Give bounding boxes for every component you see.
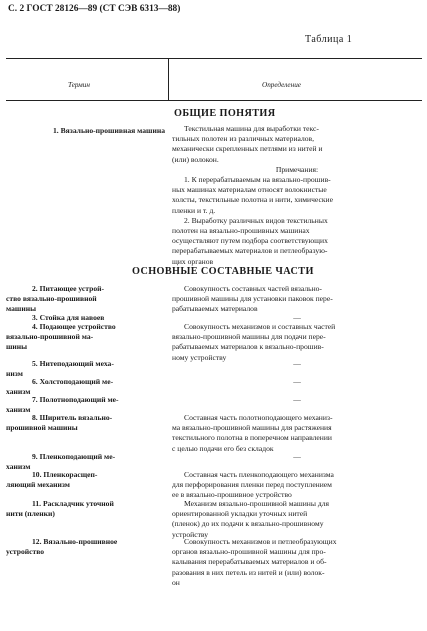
note-line: ных машинах материалам относят волокнистые: [172, 185, 327, 195]
term-2: [6, 284, 162, 314]
term-line: 4. Подающее устройство: [32, 322, 116, 331]
def-line: устройству: [172, 529, 209, 539]
term-line: машины: [6, 304, 37, 313]
definition-6: [172, 377, 422, 387]
term-9: [6, 452, 162, 472]
term-11: [6, 499, 162, 519]
note-line: холсты, текстильные полотна и нити, химические: [172, 195, 333, 205]
note-line: щих органов: [172, 256, 214, 266]
definition-2: [172, 284, 422, 315]
def-line: Составная часть пленкоподающего механизма: [184, 470, 334, 479]
term-1: [40, 126, 165, 136]
def-line: ориентированной укладки уточных нитей: [172, 509, 308, 519]
definition-1: [172, 124, 422, 267]
def-line: прошивной машины для установки паковок пере-: [172, 294, 333, 304]
term-line: ство вязально-прошивной: [6, 294, 97, 303]
def-line: рабатываемых материалов к вязально-прошив-: [172, 342, 324, 352]
note-line: 2. Выработку различных видов текстильных: [184, 215, 328, 225]
term-line: вязально-прошивной ма-: [6, 332, 94, 341]
definition-8: [172, 413, 422, 454]
note-line: пленки и т. д.: [172, 205, 216, 215]
note-line: осуществляют путем подбора соответствующих: [172, 236, 328, 246]
def-line: ма вязально-прошивной машины для растяжения: [172, 423, 332, 433]
term-1-text: 1. Вязально-прошивная машина: [53, 126, 165, 135]
term-line: 2. Питающее устрой-: [32, 284, 105, 293]
note-line: полотен на вязально-прошивных машинах: [172, 226, 310, 236]
def-line: Механизм вязально-прошивной машины для: [184, 499, 329, 508]
def-line: ному устройству: [172, 352, 227, 362]
term-line: 11. Раскладчик уточной: [32, 499, 114, 508]
term-line: прошивной машины: [6, 423, 78, 432]
def-line: Совокупность составных частей вязально-: [184, 284, 322, 293]
term-12: [6, 537, 162, 557]
term-line: 3. Стойка для навоев: [32, 313, 105, 322]
term-line: нити (пленки): [6, 509, 55, 518]
term-5: [6, 359, 162, 379]
dash-placeholder: —: [293, 452, 301, 461]
term-7: [6, 395, 162, 415]
term-line: 9. Пленкоподающий ме-: [32, 452, 116, 461]
def-line: Составная часть полотноподающего механиз-: [184, 413, 333, 422]
term-line: ляющий механизм: [6, 480, 70, 489]
term-line: ханизм: [6, 387, 31, 396]
section-title-general: ОБЩИЕ ПОНЯТИЯ: [174, 108, 276, 119]
def-line: Совокупность механизмов и петлеобразующих: [184, 537, 337, 546]
term-line: шины: [6, 342, 28, 351]
column-head-term: Термин: [68, 81, 90, 89]
def-line: вязально-прошивной машины для подачи пере-: [172, 332, 326, 342]
dash-placeholder: —: [293, 395, 301, 404]
term-4: [6, 322, 162, 352]
dash-placeholder: —: [293, 359, 301, 368]
term-line: низм: [6, 369, 23, 378]
term-line: устройство: [6, 547, 45, 556]
dash-placeholder: —: [293, 313, 301, 322]
section-title-components: ОСНОВНЫЕ СОСТАВНЫЕ ЧАСТИ: [132, 266, 314, 277]
definition-11: [172, 499, 422, 540]
term-8: [6, 413, 162, 433]
def-line: с целью подачи его без складок: [172, 443, 274, 453]
column-head-definition: Определение: [262, 81, 301, 89]
term-6: [6, 377, 162, 397]
dash-placeholder: —: [293, 377, 301, 386]
page-header: С. 2 ГОСТ 28126—89 (СТ СЭВ 6313—88): [8, 4, 181, 14]
term-line: 10. Пленкорасщеп-: [32, 470, 98, 479]
definition-4: [172, 322, 422, 363]
def-line: для перфорирования пленки перед поступлением: [172, 480, 332, 490]
def-1-line: Текстильная машина для выработки текс-: [184, 124, 319, 133]
def-1-line: (или) волокон.: [172, 154, 219, 164]
term-line: 8. Ширитель вязально-: [32, 413, 113, 422]
notes-title: Примечания:: [275, 164, 319, 174]
def-line: Совокупность механизмов и составных частей: [184, 322, 336, 331]
term-line: 6. Холстоподающий ме-: [32, 377, 114, 386]
def-1-line: механически скрепленных петлями из нитей и: [172, 144, 323, 154]
def-line: ее в вязально-прошивное устройство: [172, 490, 292, 500]
def-line: органов вязально-прошивной машины для про-: [172, 547, 326, 557]
definition-9: [172, 452, 422, 462]
note-line: перерабатываемых материалов и петлеобразую-: [172, 246, 328, 256]
def-line: (пленок) до их подачи к вязально-прошивному: [172, 519, 324, 529]
def-1-line: тильных полотен из различных материалов,: [172, 134, 315, 144]
term-line: 12. Вязально-прошивное: [32, 537, 118, 546]
term-line: 7. Полотноподающий ме-: [32, 395, 119, 404]
term-line: 5. Нитеподающий меха-: [32, 359, 114, 368]
definition-10: [172, 470, 422, 501]
term-line: ханизм: [6, 405, 31, 414]
term-10: [6, 470, 162, 490]
note-line: 1. К перерабатываемым на вязально-прошив-: [184, 175, 331, 185]
table-head-rule: [6, 100, 422, 101]
column-divider: [168, 58, 169, 100]
def-line: текстильного полотна в поперечном направлении: [172, 433, 332, 443]
definition-5: [172, 359, 422, 369]
definition-7: [172, 395, 422, 405]
definition-12: [172, 537, 422, 588]
def-line: рабатываемых материалов: [172, 304, 258, 314]
def-line: калывания перерабатываемых материалов и об-: [172, 557, 327, 567]
term-line: ханизм: [6, 462, 31, 471]
def-line: разования в них петель из нитей и (или) волок-: [172, 567, 325, 577]
table-top-rule: [6, 58, 422, 59]
def-line: он: [172, 577, 180, 587]
table-label: Таблица 1: [305, 34, 353, 45]
